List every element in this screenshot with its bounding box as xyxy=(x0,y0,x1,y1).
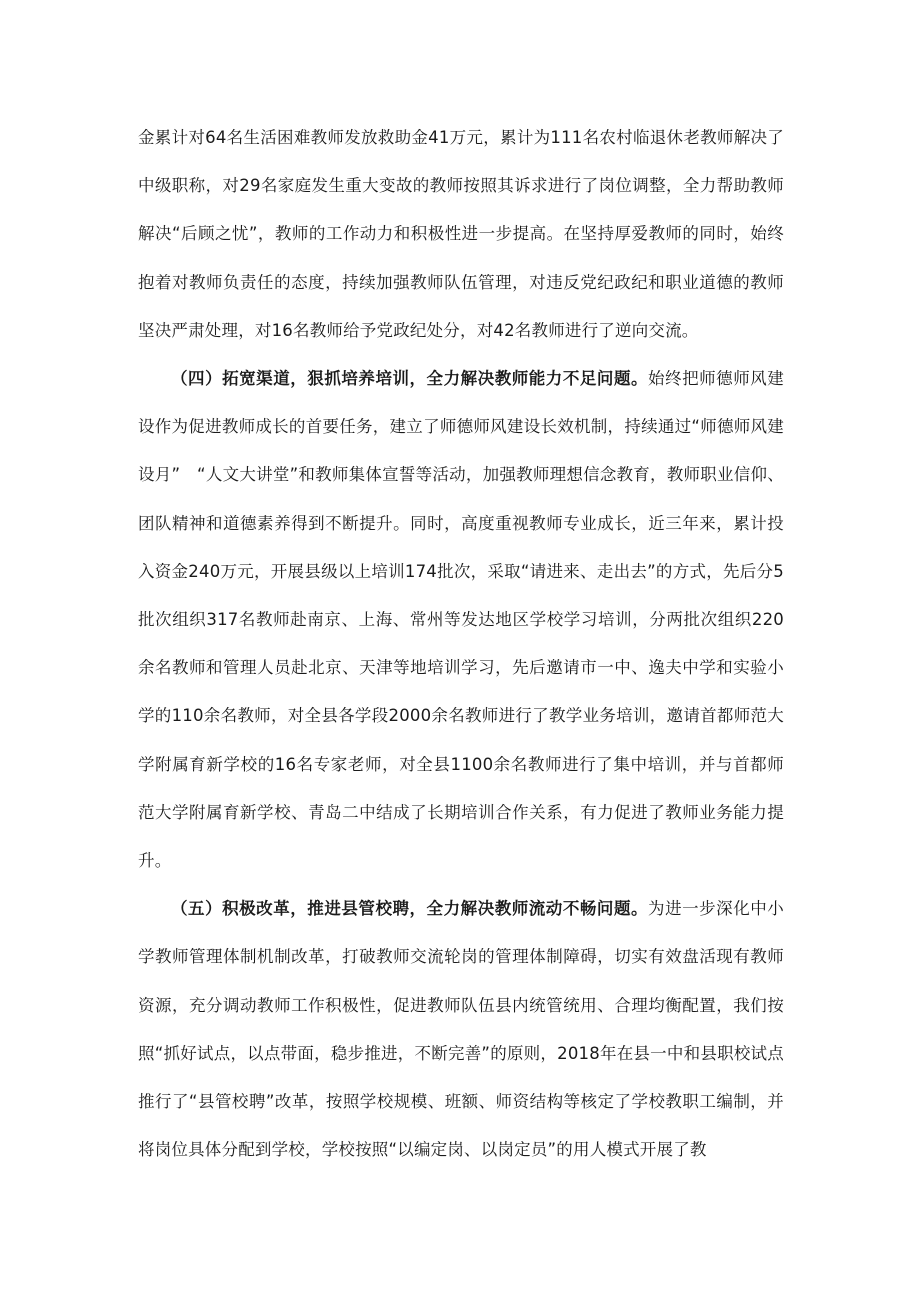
paragraph-section-five xyxy=(138,885,784,1174)
section-heading: （五）积极改革，推进县管校聘，全力解决教师流动不畅问题。 xyxy=(171,899,649,919)
paragraph-text: 为进一步深化中小学教师管理体制机制改革，打破教师交流轮岗的管理体制障碍，切实有效盘活现有教师资源，充分调动教师工作积极性，促进教师队伍县内统管统用、合理均衡配置，我们按照“抓好试点，以点带面，稳步推进，不断完善”的原则，2018年在县一中和县职校试点推行了“县管校聘”改革，按照学校规模、班额、师资结构等核定了学校教职工编制，并将岗位具体分配到学校，学校按照“以编定岗、以岗定员”的用人模式开展了教 xyxy=(138,899,784,1160)
paragraph-section-four xyxy=(138,355,784,885)
paragraph-text: 始终把师德师风建设作为促进教师成长的首要任务，建立了师德师风建设长效机制，持续通过“师德师风建设月” “人文大讲堂”和教师集体宣誓等活动，加强教师理想信念教育，教师职业信仰、团队精神和道德素养得到不断提升。同时，高度重视教师专业成长，近三年来，累计投入资金240万元，开展县级以上培训174批次，采取“请进来、走出去”的方式，先后分5批次组织317名教师赴南京、上海、常州等发达地区学校学习培训，分两批次组织220余名教师和管理人员赴北京、天津等地培训学习，先后邀请市一中、逸夫中学和实验小学的110余名教师，对全县各学段2000余名教师进行了教学业务培训，邀请首都师范大学附属育新学校的16名专家老师，对全县1100余名教师进行了集中培训，并与首都师范大学附属育新学校、青岛二中结成了长期培训合作关系，有力促进了教师业务能力提升。 xyxy=(138,369,784,871)
section-heading: （四）拓宽渠道，狠抓培养培训，全力解决教师能力不足问题。 xyxy=(171,369,649,389)
document-page xyxy=(138,114,784,1174)
paragraph-text: 金累计对64名生活困难教师发放救助金41万元，累计为111名农村临退休老教师解决了中级职称，对29名家庭发生重大变故的教师按照其诉求进行了岗位调整，全力帮助教师解决“后顾之忧”，教师的工作动力和积极性进一步提高。在坚持厚爱教师的同时，始终抱着对教师负责任的态度，持续加强教师队伍管理，对违反党纪政纪和职业道德的教师坚决严肃处理，对16名教师给予党政纪处分，对42名教师进行了逆向交流。 xyxy=(138,128,784,340)
paragraph-continuation xyxy=(138,114,784,355)
